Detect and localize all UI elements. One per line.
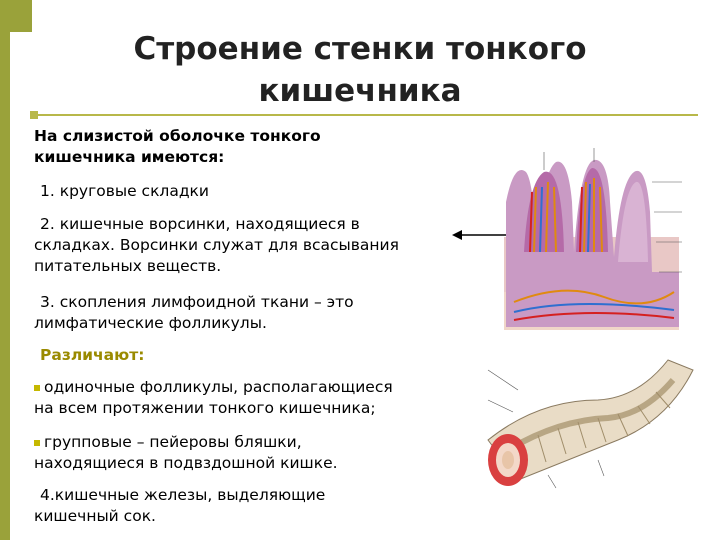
intro-line-2: кишечника имеются:	[34, 148, 225, 166]
item-3-line-1: 3. скопления лимфоидной ткани – это	[40, 293, 354, 311]
bullet-marker	[34, 440, 40, 446]
title-divider	[34, 114, 698, 116]
item-1: 1. круговые складки	[40, 182, 209, 200]
top-accent-block	[0, 0, 32, 32]
left-accent-bar	[0, 0, 10, 540]
item-4	[34, 485, 454, 527]
bullet-1-line-1: одиночные фолликулы, располагающиеся	[44, 378, 393, 396]
item-3-line-2: лимфатические фолликулы.	[34, 314, 267, 332]
intestine-wall-illustration	[478, 350, 698, 490]
item-2-line-2: складках. Ворсинки служат для всасывания	[34, 236, 399, 254]
bullet-2-line-1: групповые – пейеровы бляшки,	[44, 433, 302, 451]
distinguish-heading: Различают:	[40, 346, 145, 364]
bullet-1	[34, 377, 454, 419]
item-2-line-3: питательных веществ.	[34, 257, 222, 275]
item-4-line-1: 4.кишечные железы, выделяющие	[40, 486, 326, 504]
title-line-1: Строение стенки тонкого	[133, 31, 587, 67]
slide-title	[60, 28, 660, 112]
item-3	[34, 292, 454, 334]
intestinal-villi-illustration	[484, 142, 684, 330]
bullet-2	[34, 432, 454, 474]
item-4-line-2: кишечный сок.	[34, 507, 156, 525]
item-2-line-1: 2. кишечные ворсинки, находящиеся в	[40, 215, 360, 233]
item-2	[34, 214, 454, 277]
bullet-1-line-2: на всем протяжении тонкого кишечника;	[34, 399, 376, 417]
intro-text	[34, 126, 454, 168]
bullet-marker	[34, 385, 40, 391]
title-line-2: кишечника	[258, 73, 462, 109]
intro-line-1: На слизистой оболочке тонкого	[34, 127, 321, 145]
bullet-2-line-2: находящиеся в подвздошной кишке.	[34, 454, 338, 472]
